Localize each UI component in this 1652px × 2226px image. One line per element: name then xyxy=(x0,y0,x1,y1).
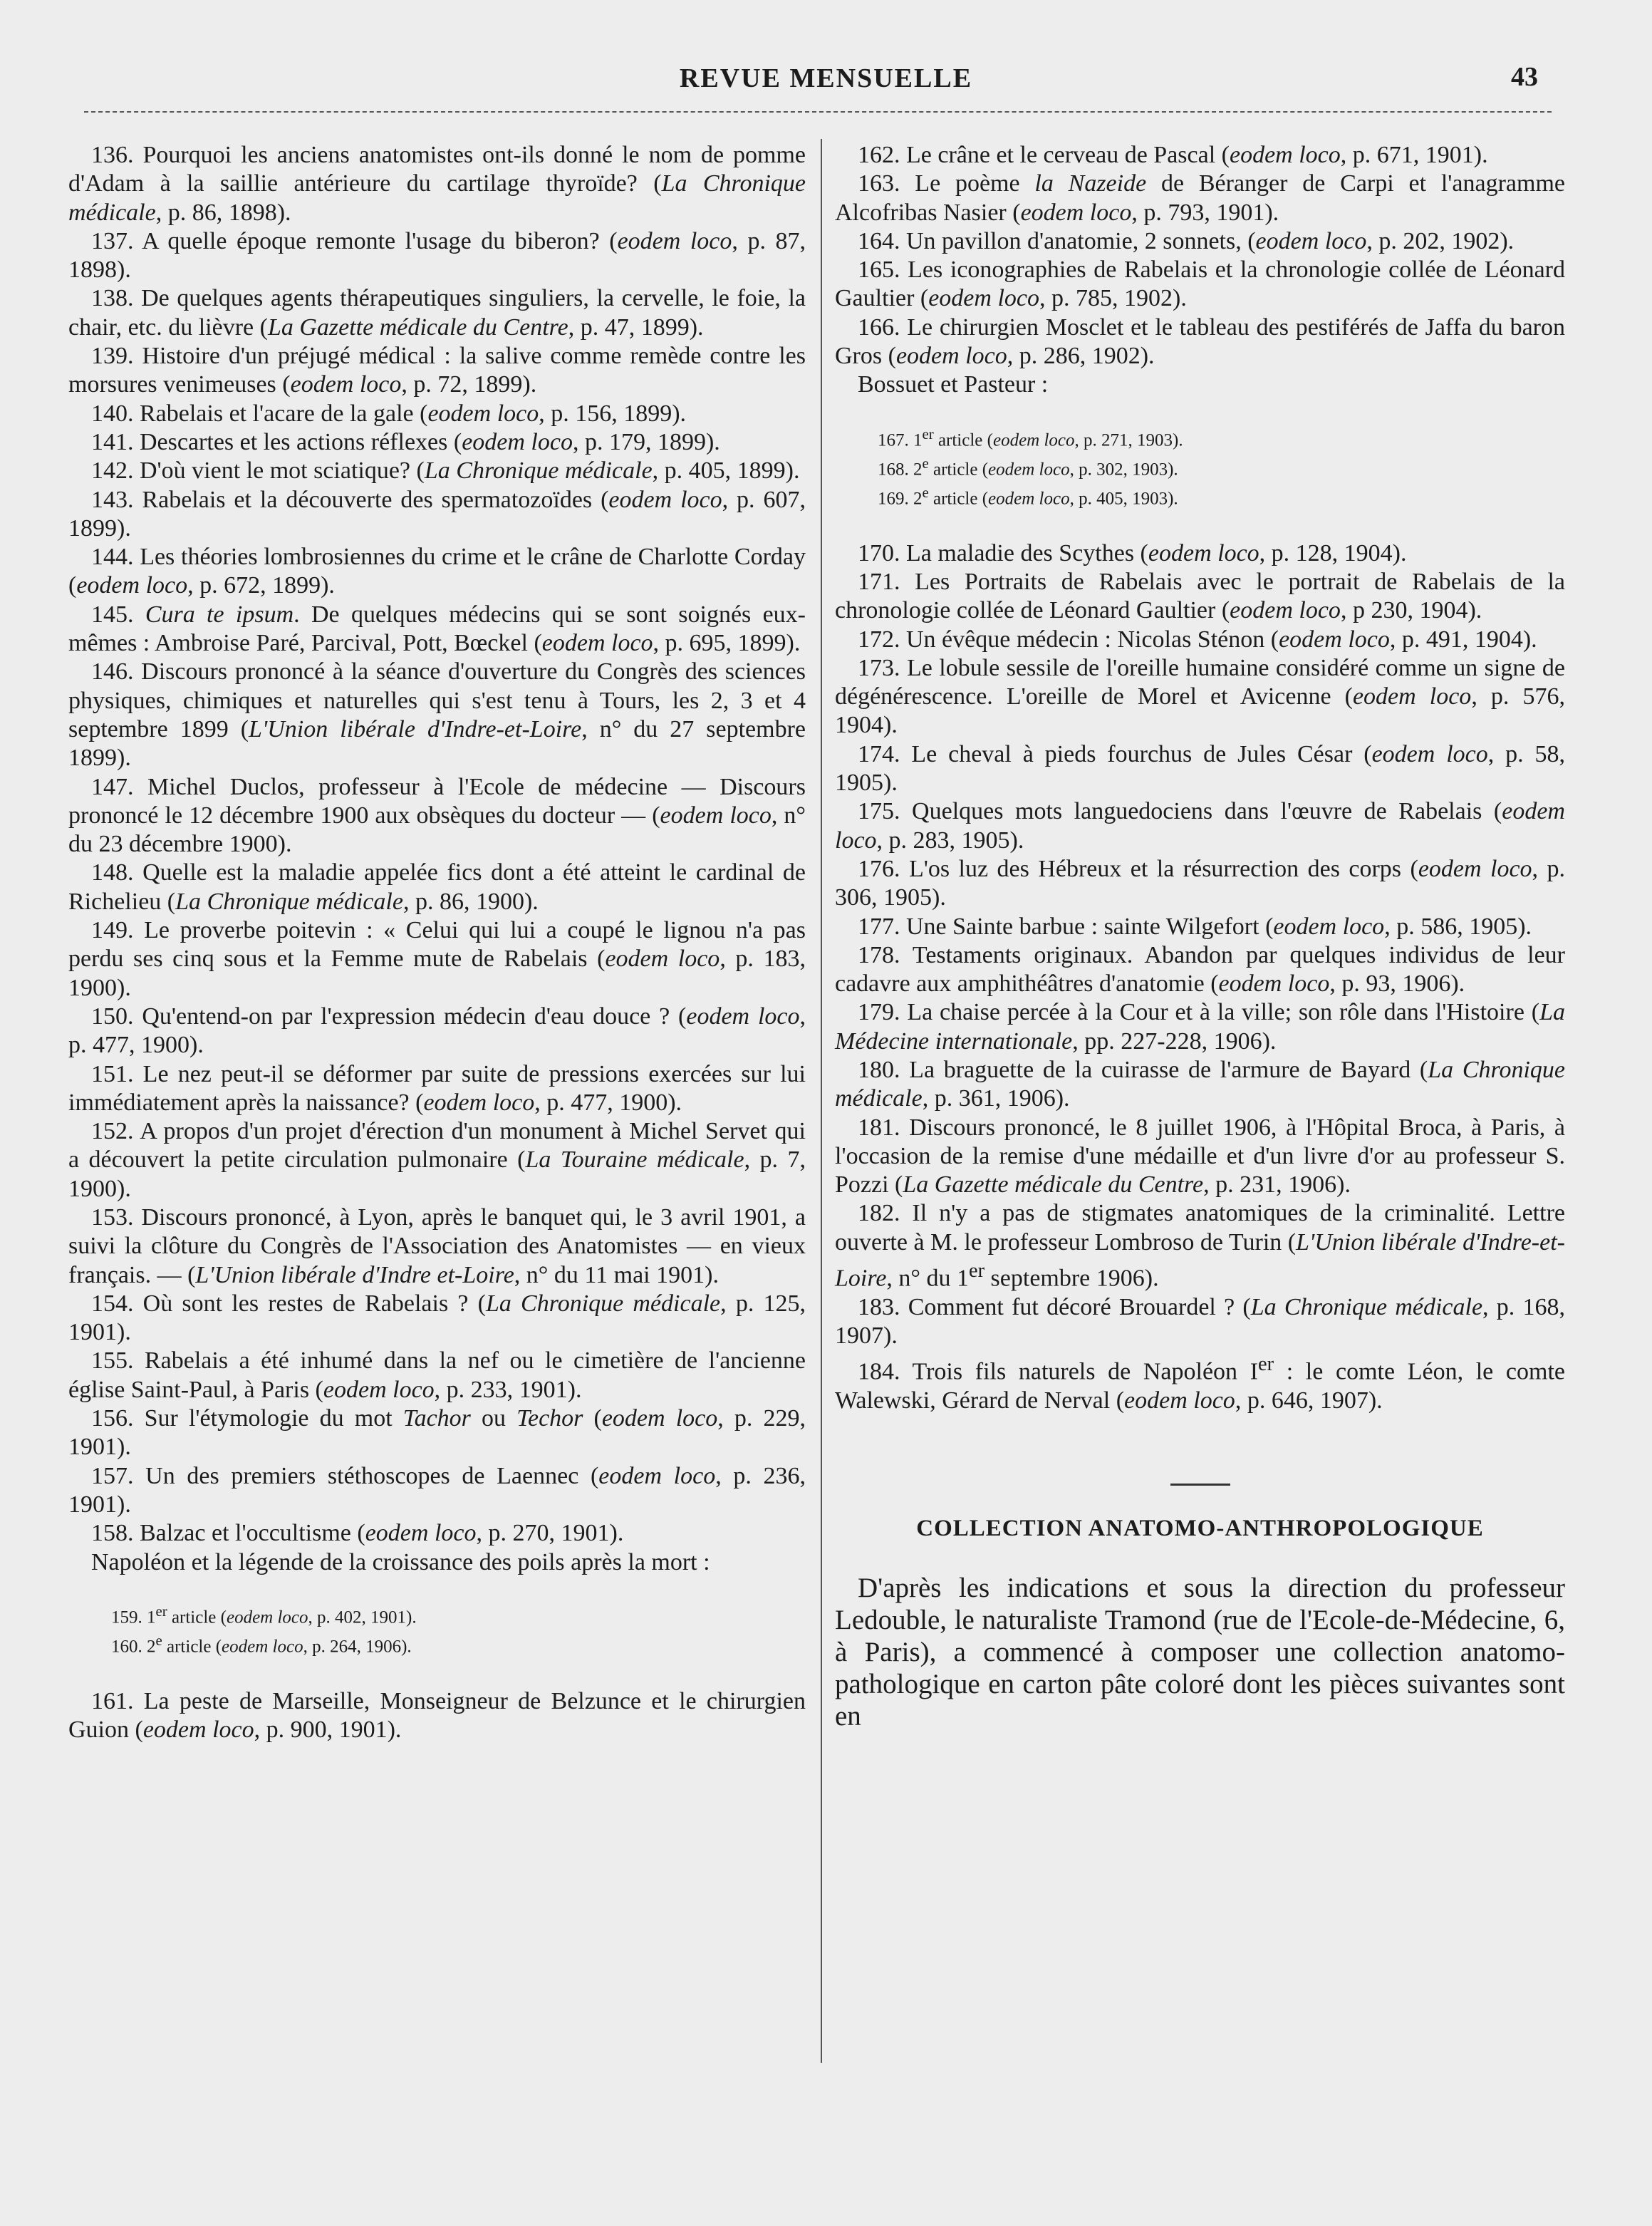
entry-list xyxy=(68,141,806,1548)
bibliography-entry: 149. Le proverbe poitevin : « Celui qui lui a coupé le lignou n'a pas perdu ses cinq sous et la Femme mute de Rabelais (eodem loco, p. 183, 1900). xyxy=(68,917,806,1001)
bibliography-entry: 158. Balzac et l'occultisme (eodem loco, p. 270, 1901). xyxy=(91,1520,624,1547)
bibliography-entry: 181. Discours prononcé, le 8 juillet 1906, à l'Hôpital Broca, à Paris, à l'occasion de la remise d'une médaille et d'un livre d'or au professeur S. Pozzi (La Gazette médicale du Centre, p. 231, 1906). xyxy=(835,1114,1565,1199)
bibliography-entry: 138. De quelques agents thérapeutiques singuliers, la cervelle, le foie, la chair, etc. du lièvre (La Gazette médicale du Centre, p. 47, 1899). xyxy=(68,285,806,341)
bibliography-entry: 177. Une Sainte barbue : sainte Wilgefort (eodem loco, p. 586, 1905). xyxy=(858,913,1532,940)
header-rule xyxy=(84,111,1552,113)
bibliography-entry: 163. Le poème la Nazeide de Béranger de Carpi et l'anagramme Alcofribas Nasier (eodem loco, p. 793, 1901). xyxy=(835,170,1565,226)
entry-list xyxy=(835,141,1565,371)
sub-list xyxy=(835,423,1565,511)
bibliography-entry: 146. Discours prononcé à la séance d'ouverture du Congrès des sciences physiques, chimiques et naturelles qui s'est tenu à Tours, les 2, 3 et 4 septembre 1899 (L'Union libérale d'Indre-et-Loire, n° du 27 septembre 1899). xyxy=(68,658,806,772)
bibliography-entry: 182. Il n'y a pas de stigmates anatomiques de la criminalité. Lettre ouverte à M. le professeur Lombroso de Turin (L'Union libérale d'Indre-et-Loire, n° du 1er septembre 1906). xyxy=(835,1200,1565,1292)
bibliography-entry: 175. Quelques mots languedociens dans l'œuvre de Rabelais (eodem loco, p. 283, 1905). xyxy=(835,798,1565,854)
bibliography-entry: 162. Le crâne et le cerveau de Pascal (eodem loco, p. 671, 1901). xyxy=(858,142,1488,168)
spacer xyxy=(835,1415,1565,1484)
bibliography-entry: 184. Trois fils naturels de Napoléon Ier : le comte Léon, le comte Walewski, Gérard de Nerval (eodem loco, p. 646, 1907). xyxy=(835,1353,1565,1414)
section-separator xyxy=(1170,1484,1230,1486)
column-divider xyxy=(821,139,822,2063)
running-header: REVUE MENSUELLE xyxy=(679,63,973,93)
page-number: 43 xyxy=(1511,62,1538,92)
bibliography-entry: 147. Michel Duclos, professeur à l'Ecole de médecine — Discours prononcé le 12 décembre 1900 aux obsèques du docteur — (eodem loco, n° du 23 décembre 1900). xyxy=(68,773,806,858)
bibliography-entry: 166. Le chirurgien Mosclet et le tableau des pestiférés de Jaffa du baron Gros (eodem loco, p. 286, 1902). xyxy=(835,314,1565,370)
section-title: COLLECTION ANATOMO-ANTHROPOLOGIQUE xyxy=(916,1516,1484,1542)
bibliography-entry: 174. Le cheval à pieds fourchus de Jules César (eodem loco, p. 58, 1905). xyxy=(835,740,1565,797)
bibliography-entry: 161. La peste de Marseille, Monseigneur de Belzunce et le chirurgien Guion (eodem loco, p. 900, 1901). xyxy=(68,1687,806,1743)
bibliography-entry: 155. Rabelais a été inhumé dans la nef ou le cimetière de l'ancienne église Saint-Paul, à Paris (eodem loco, p. 233, 1901). xyxy=(68,1347,806,1403)
bibliography-entry: 164. Un pavillon d'anatomie, 2 sonnets, (eodem loco, p. 202, 1902). xyxy=(858,227,1515,254)
sub-list xyxy=(68,1600,806,1659)
section-body: D'après les indications et sous la direction du professeur Ledouble, le naturaliste Tramond (rue de l'Ecole-de-Médecine, 6, à Paris), a commencé à composer une collection anatomo-pathologique en carton pâte coloré dont les pièces suivantes sont en xyxy=(835,1572,1565,1731)
bibliography-entry: 145. Cura te ipsum. De quelques médecins qui se sont soignés eux-mêmes : Ambroise Paré, Parcival, Pott, Bœckel (eodem loco, p. 695, 1899). xyxy=(68,601,806,657)
bibliography-entry: 170. La maladie des Scythes (eodem loco, p. 128, 1904). xyxy=(858,539,1407,566)
bibliography-entry: 156. Sur l'étymologie du mot Tachor ou Techor (eodem loco, p. 229, 1901). xyxy=(68,1405,806,1461)
bibliography-entry: 136. Pourquoi les anciens anatomistes ont-ils donné le nom de pomme d'Adam à la saillie antérieure du cartilage thyroïde? (La Chronique médicale, p. 86, 1898). xyxy=(68,142,806,226)
bibliography-entry: 172. Un évêque médecin : Nicolas Sténon (eodem loco, p. 491, 1904). xyxy=(858,626,1537,653)
bibliography-entry: 180. La braguette de la cuirasse de l'armure de Bayard (La Chronique médicale, p. 361, 1906). xyxy=(835,1057,1565,1112)
bibliography-entry: 148. Quelle est la maladie appelée fics dont a été atteint le cardinal de Richelieu (La Chronique médicale, p. 86, 1900). xyxy=(68,859,806,915)
bibliography-entry: 183. Comment fut décoré Brouardel ? (La Chronique médicale, p. 168, 1907). xyxy=(835,1293,1565,1349)
bibliography-entry: 142. D'où vient le mot sciatique? (La Chronique médicale, p. 405, 1899). xyxy=(91,457,800,485)
bibliography-entry: 140. Rabelais et l'acare de la gale (eodem loco, p. 156, 1899). xyxy=(91,400,687,427)
bibliography-entry: 153. Discours prononcé, à Lyon, après le banquet qui, le 3 avril 1901, a suivi la clôture du Congrès de l'Association des Anatomistes — en vieux français. — (L'Union libérale d'Indre et-Loire, n° du 11 mai 1901). xyxy=(68,1203,806,1288)
bibliography-entry: 157. Un des premiers stéthoscopes de Laennec (eodem loco, p. 236, 1901). xyxy=(68,1462,806,1518)
bibliography-entry: 150. Qu'entend-on par l'expression médecin d'eau douce ? (eodem loco, p. 477, 1900). xyxy=(68,1003,806,1059)
sub-entry: 167. 1er article (eodem loco, p. 271, 1903). xyxy=(878,425,1183,450)
sub-entry: 168. 2e article (eodem loco, p. 302, 1903). xyxy=(878,455,1178,480)
entry-list xyxy=(68,1687,806,1745)
sub-entry: 169. 2e article (eodem loco, p. 405, 1903). xyxy=(878,484,1178,509)
bibliography-entry: 137. A quelle époque remonte l'usage du biberon? (eodem loco, p. 87, 1898). xyxy=(68,227,806,284)
entry-list xyxy=(835,539,1565,1416)
sub-entry: 159. 1er article (eodem loco, p. 402, 1901). xyxy=(111,1602,417,1627)
bibliography-entry: 152. A propos d'un projet d'érection d'un monument à Michel Servet qui a découvert la petite circulation pulmonaire (La Touraine médicale, p. 7, 1900). xyxy=(68,1118,806,1202)
list-intro: Bossuet et Pasteur : xyxy=(858,371,1049,398)
bibliography-entry: 143. Rabelais et la découverte des spermatozoïdes (eodem loco, p. 607, 1899). xyxy=(68,486,806,542)
sub-entry: 160. 2e article (eodem loco, p. 264, 1906). xyxy=(111,1632,412,1657)
right-column xyxy=(835,141,1565,1732)
bibliography-entry: 178. Testaments originaux. Abandon par quelques individus de leur cadavre aux amphithéâtres d'anatomie (eodem loco, p. 93, 1906). xyxy=(835,941,1565,998)
bibliography-entry: 176. L'os luz des Hébreux et la résurrection des corps (eodem loco, p. 306, 1905). xyxy=(835,855,1565,911)
list-intro: Napoléon et la légende de la croissance des poils après la mort : xyxy=(91,1548,710,1575)
bibliography-entry: 173. Le lobule sessile de l'oreille humaine considéré comme un signe de dégénérescence. L'oreille de Morel et Avicenne (eodem loco, p. 576, 1904). xyxy=(835,654,1565,739)
bibliography-entry: 151. Le nez peut-il se déformer par suite de pressions exercées sur lui immédiatement après la naissance? (eodem loco, p. 477, 1900). xyxy=(68,1060,806,1116)
bibliography-entry: 144. Les théories lombrosiennes du crime et le crâne de Charlotte Corday (eodem loco, p. 672, 1899). xyxy=(68,544,806,599)
left-column xyxy=(68,141,806,1744)
bibliography-entry: 165. Les iconographies de Rabelais et la chronologie collée de Léonard Gaultier (eodem loco, p. 785, 1902). xyxy=(835,257,1565,312)
bibliography-entry: 139. Histoire d'un préjugé médical : la salive comme remède contre les morsures venimeuses (eodem loco, p. 72, 1899). xyxy=(68,343,806,398)
bibliography-entry: 141. Descartes et les actions réflexes (eodem loco, p. 179, 1899). xyxy=(91,428,720,455)
bibliography-entry: 154. Où sont les restes de Rabelais ? (La Chronique médicale, p. 125, 1901). xyxy=(68,1290,806,1346)
bibliography-entry: 179. La chaise percée à la Cour et à la ville; son rôle dans l'Histoire (La Médecine internationale, pp. 227-228, 1906). xyxy=(835,999,1565,1055)
bibliography-entry: 171. Les Portraits de Rabelais avec le portrait de Rabelais de la chronologie collée de Léonard Gaultier (eodem loco, p 230, 1904). xyxy=(835,568,1565,624)
